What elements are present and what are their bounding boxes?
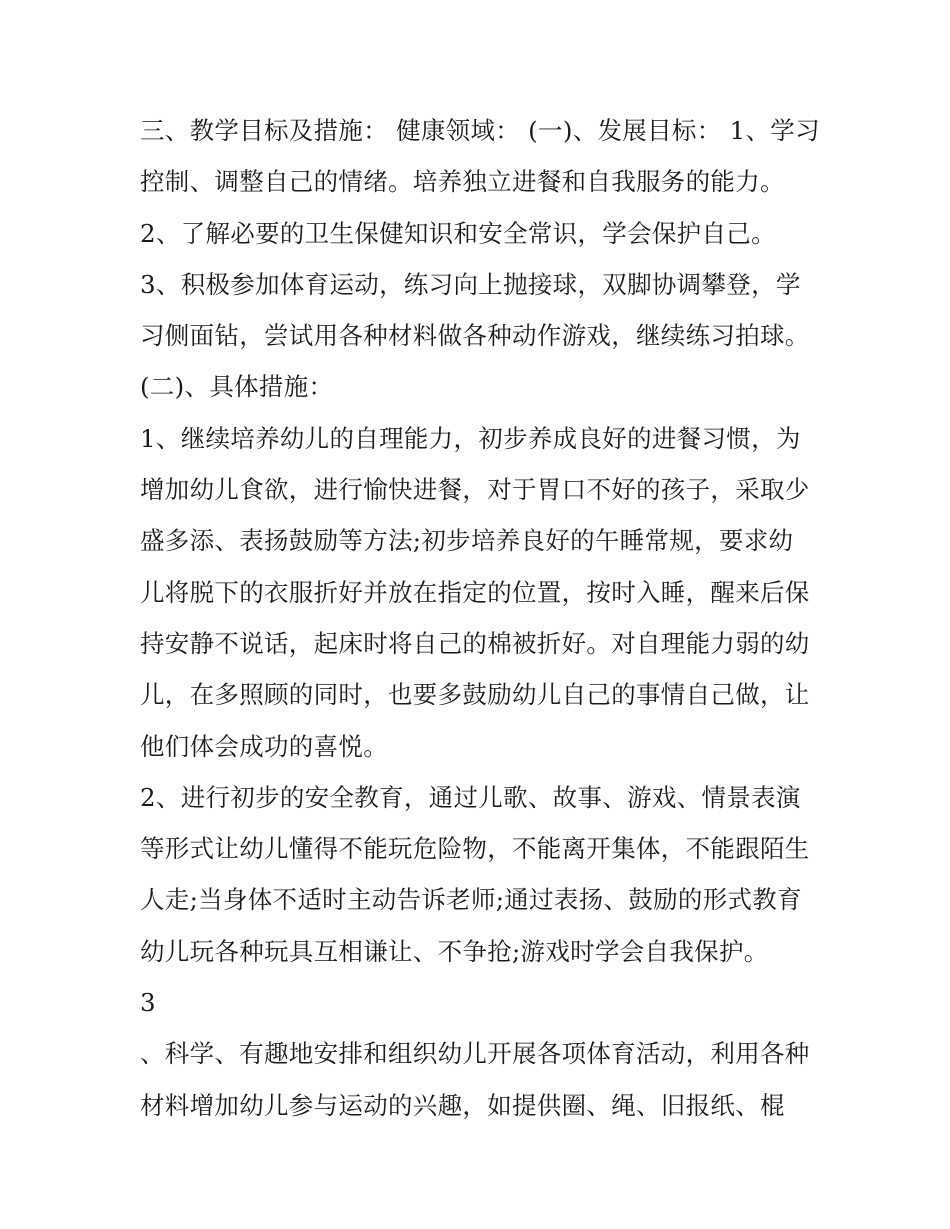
text-line: 习侧面钻，尝试用各种材料做各种动作游戏，继续练习拍球。 [140,321,810,351]
text-line: 、科学、有趣地安排和组织幼儿开展各项体育活动，利用各种 [140,1039,810,1069]
text-line: 幼儿玩各种玩具互相谦让、不争抢;游戏时学会自我保护。 [140,936,769,966]
body-text [140,105,820,1131]
text-line: 增加幼儿食欲，进行愉快进餐，对于胃口不好的孩子，采取少 [140,475,810,505]
text-line: 三、教学目标及措施： 健康领域： (一)、发展目标： 1、学习 [140,116,820,145]
text-line: 儿，在多照顾的同时，也要多鼓励幼儿自己的事情自己做，让 [140,680,810,710]
text-line: 等形式让幼儿懂得不能玩危险物，不能离开集体，不能跟陌生 [140,834,810,864]
text-line: 2、了解必要的卫生保健知识和安全常识，学会保护自己。 [140,218,776,248]
text-line: 控制、调整自己的情绪。培养独立进餐和自我服务的能力。 [140,167,785,197]
text-line: 3、积极参加体育运动，练习向上抛接球，双脚协调攀登，学 [140,269,801,299]
text-line: 人走;当身体不适时主动告诉老师;通过表扬、鼓励的形式教育 [140,885,802,915]
text-line: 持安静不说话，起床时将自己的棉被折好。对自理能力弱的幼 [140,628,810,658]
text-line: 2、进行初步的安全教育，通过儿歌、故事、游戏、情景表演 [140,782,801,812]
section-heading: (二)、具体措施： [140,372,334,402]
text-line: 盛多添、表扬鼓励等方法;初步培养良好的午睡常规，要求幼 [140,526,794,556]
text-line: 他们体会成功的喜悦。 [140,731,388,761]
text-line: 3 [140,988,156,1018]
text-line: 儿将脱下的衣服折好并放在指定的位置，按时入睡，醒来后保 [140,577,810,607]
text-line: 材料增加幼儿参与运动的兴趣，如提供圈、绳、旧报纸、棍 [140,1090,785,1120]
text-line: 1、继续培养幼儿的自理能力，初步养成良好的进餐习惯，为 [140,423,801,453]
